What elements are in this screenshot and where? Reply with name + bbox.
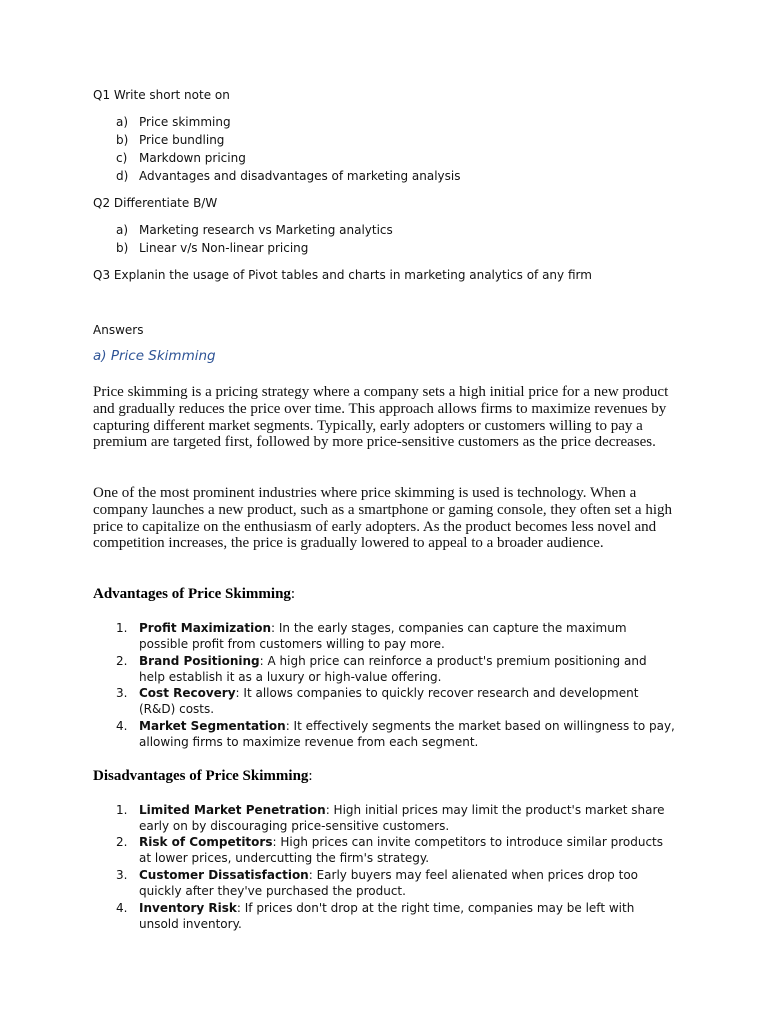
question-1-title: Q1 Write short note on bbox=[93, 88, 230, 102]
disadvantage-item bbox=[116, 802, 676, 835]
list-number: 3. bbox=[116, 868, 128, 882]
question-1-option-c bbox=[116, 151, 246, 165]
advantage-item bbox=[116, 685, 676, 718]
option-marker: d) bbox=[116, 169, 129, 183]
list-number: 4. bbox=[116, 719, 128, 733]
question-1-option-a bbox=[116, 115, 231, 129]
option-text: Linear v/s Non-linear pricing bbox=[139, 241, 309, 255]
advantage-term: Market Segmentation bbox=[139, 719, 286, 733]
disadvantage-term: Limited Market Penetration bbox=[139, 803, 326, 817]
question-1-option-b bbox=[116, 133, 224, 147]
paragraph-definition: Price skimming is a pricing strategy where a company sets a high initial price for a new product and gradually reduces the price over time. This approach allows firms to maximize revenues by capturing different market segments. Typically, early adopters or customers willing to pay a premium are targeted first, followed by more price-sensitive customers as the price decreases. bbox=[93, 384, 669, 451]
list-number: 2. bbox=[116, 654, 128, 668]
disadvantage-desc: : High initial prices may limit the product's market share early on by discouraging price-sensitive customers. bbox=[139, 803, 665, 834]
advantage-desc: : In the early stages, companies can capture the maximum possible profit from customers willing to pay more. bbox=[139, 621, 627, 652]
advantage-desc: : A high price can reinforce a product's premium positioning and help establish it as a luxury or high-value offering. bbox=[139, 654, 647, 685]
option-text: Price bundling bbox=[139, 133, 225, 147]
advantage-term: Cost Recovery bbox=[139, 686, 236, 700]
disadvantages-heading bbox=[93, 768, 313, 785]
advantage-item bbox=[116, 718, 676, 751]
advantage-term: Brand Positioning bbox=[139, 654, 260, 668]
disadvantage-item bbox=[116, 867, 676, 900]
option-text: Markdown pricing bbox=[139, 151, 246, 165]
advantage-term: Profit Maximization bbox=[139, 621, 271, 635]
disadvantage-item bbox=[116, 834, 676, 867]
option-marker: c) bbox=[116, 151, 128, 165]
option-text: Price skimming bbox=[139, 115, 231, 129]
option-text: Marketing research vs Marketing analytics bbox=[139, 223, 393, 237]
section-heading-price-skimming: a) Price Skimming bbox=[93, 348, 216, 364]
question-1-option-d bbox=[116, 169, 460, 183]
list-number: 1. bbox=[116, 621, 128, 635]
disadvantage-desc: : If prices don't drop at the right time, companies may be left with unsold inventory. bbox=[139, 901, 635, 932]
option-marker: a) bbox=[116, 223, 129, 237]
disadvantage-term: Inventory Risk bbox=[139, 901, 237, 915]
advantage-desc: : It allows companies to quickly recover research and development (R&D) costs. bbox=[139, 686, 639, 717]
disadvantage-term: Risk of Competitors bbox=[139, 835, 273, 849]
advantages-colon: : bbox=[290, 586, 296, 602]
question-3-title: Q3 Explanin the usage of Pivot tables and charts in marketing analytics of any firm bbox=[93, 268, 592, 282]
list-number: 1. bbox=[116, 803, 128, 817]
disadvantage-desc: : High prices can invite competitors to introduce similar products at lower prices, undercutting the firm's strategy. bbox=[139, 835, 664, 866]
advantages-heading bbox=[93, 586, 295, 603]
option-marker: b) bbox=[116, 241, 129, 255]
paragraph-example: One of the most prominent industries where price skimming is used is technology. When a company launches a new product, such as a smartphone or gaming console, they often set a high price to capitalize on the enthusiasm of early adopters. As the product becomes less novel and competition increases, the price is gradually lowered to appeal to a broader audience. bbox=[93, 485, 673, 552]
disadvantages-colon: : bbox=[308, 768, 313, 784]
list-number: 3. bbox=[116, 686, 128, 700]
answers-label: Answers bbox=[93, 323, 144, 337]
advantage-item bbox=[116, 653, 676, 686]
disadvantage-term: Customer Dissatisfaction bbox=[139, 868, 309, 882]
option-marker: a) bbox=[116, 115, 129, 129]
disadvantages-title: Disadvantages of Price Skimming bbox=[93, 768, 309, 784]
advantage-desc: : It effectively segments the market based on willingness to pay, allowing firms to maximize revenue from each segment. bbox=[139, 719, 675, 750]
option-text: Advantages and disadvantages of marketing analysis bbox=[139, 169, 461, 183]
advantage-item bbox=[116, 620, 676, 653]
list-number: 4. bbox=[116, 901, 128, 915]
question-2-title: Q2 Differentiate B/W bbox=[93, 196, 218, 210]
list-number: 2. bbox=[116, 835, 128, 849]
disadvantage-desc: : Early buyers may feel alienated when prices drop too quickly after they've purchased the product. bbox=[139, 868, 639, 899]
question-2-option-a bbox=[116, 223, 393, 237]
disadvantage-item bbox=[116, 900, 676, 933]
question-2-option-b bbox=[116, 241, 308, 255]
advantages-title: Advantages of Price Skimming bbox=[93, 586, 291, 602]
option-marker: b) bbox=[116, 133, 129, 147]
